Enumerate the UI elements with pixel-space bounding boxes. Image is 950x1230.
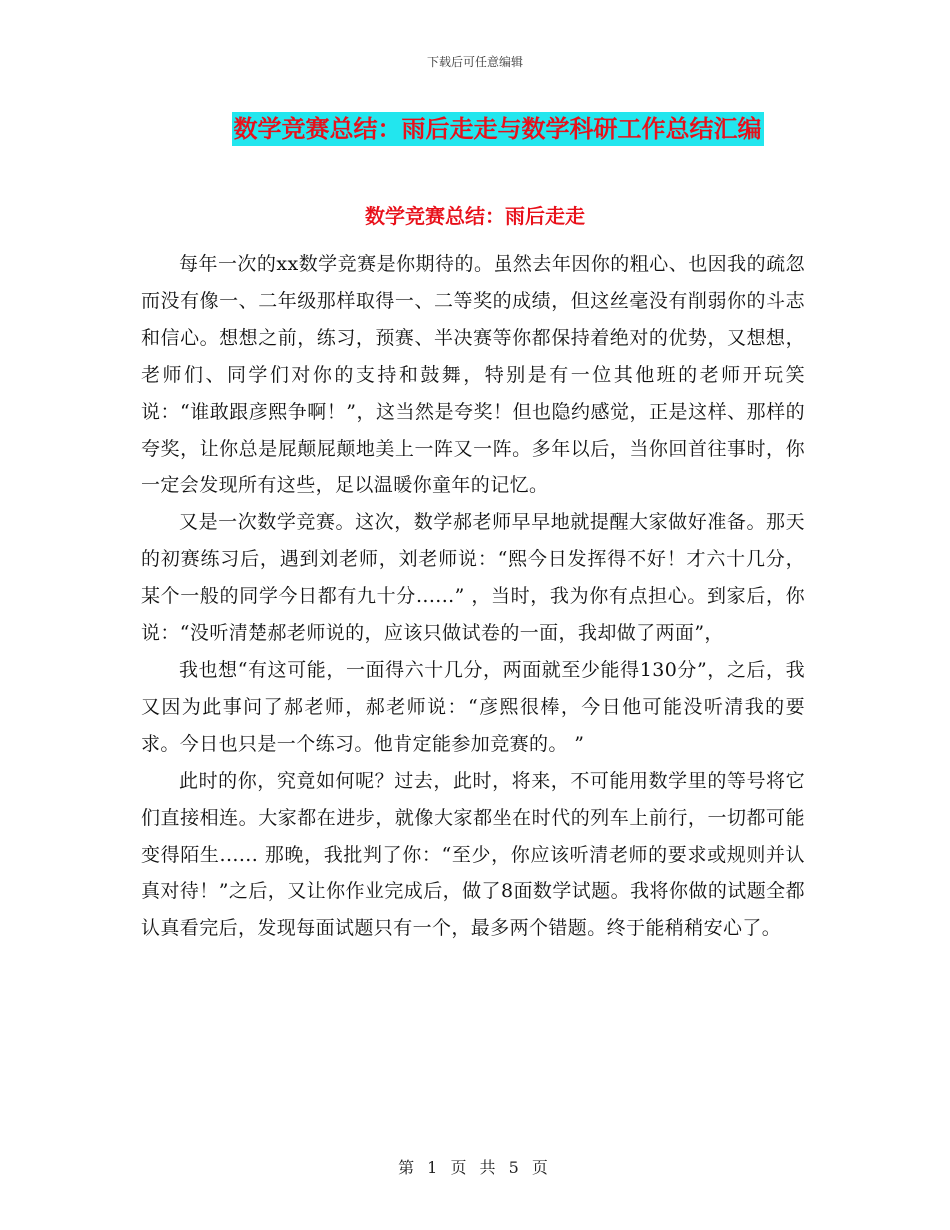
body-text: [141, 246, 805, 947]
paragraph-4: 此时的你，究竟如何呢？过去，此时，将来，不可能用数学里的等号将它们直接相连。大家都在进步，就像大家都坐在时代的列车上前行，一切都可能变得陌生...... 那晚，我批判了你：“至少，你应该听清老师的要求或规则并认真对待！”之后，又让你作业完成后，做了8面数学试题。我将你做的试题全都认真看完后，发现每面试题只有一个，最多两个错题。终于能稍稍安心了。: [141, 769, 805, 940]
paragraph-2: 又是一次数学竞赛。这次，数学郝老师早早地就提醒大家做好准备。那天的初赛练习后，遇到刘老师，刘老师说：“熙今日发挥得不好！才六十几分，某个一般的同学今日都有九十分......” ，当时，我为你有点担心。到家后，你说：“没听清楚郝老师说的，应该只做试卷的一面，我却做了两面”，: [141, 511, 805, 645]
paragraph-3: 我也想“有这可能，一面得六十几分，两面就至少能得130分”，之后，我又因为此事问了郝老师，郝老师说：“彦熙很棒，今日他可能没听清我的要求。今日也只是一个练习。他肯定能参加竞赛的。 ”: [141, 658, 805, 755]
main-title-container: [0, 112, 950, 146]
header-note: 下载后可任意编辑: [426, 55, 523, 69]
page-indicator: 第 1 页 共 5 页: [398, 1158, 552, 1177]
paragraph-1: 每年一次的xx数学竞赛是你期待的。虽然去年因你的粗心、也因我的疏忽而没有像一、二年级那样取得一、二等奖的成绩，但这丝毫没有削弱你的斗志和信心。想想之前，练习，预赛、半决赛等你都保持着绝对的优势，又想想，老师们、同学们对你的支持和鼓舞，特别是有一位其他班的老师开玩笑说：“谁敢跟彦熙争啊！”，这当然是夸奖！但也隐约感觉，正是这样、那样的夸奖，让你总是屁颠屁颠地美上一阵又一阵。多年以后，当你回首往事时，你一定会发现所有这些，足以温暖你童年的记忆。: [141, 253, 805, 497]
main-title: 数学竞赛总结：雨后走走与数学科研工作总结汇编: [232, 112, 764, 146]
section-subtitle: 数学竞赛总结：雨后走走: [365, 204, 585, 228]
